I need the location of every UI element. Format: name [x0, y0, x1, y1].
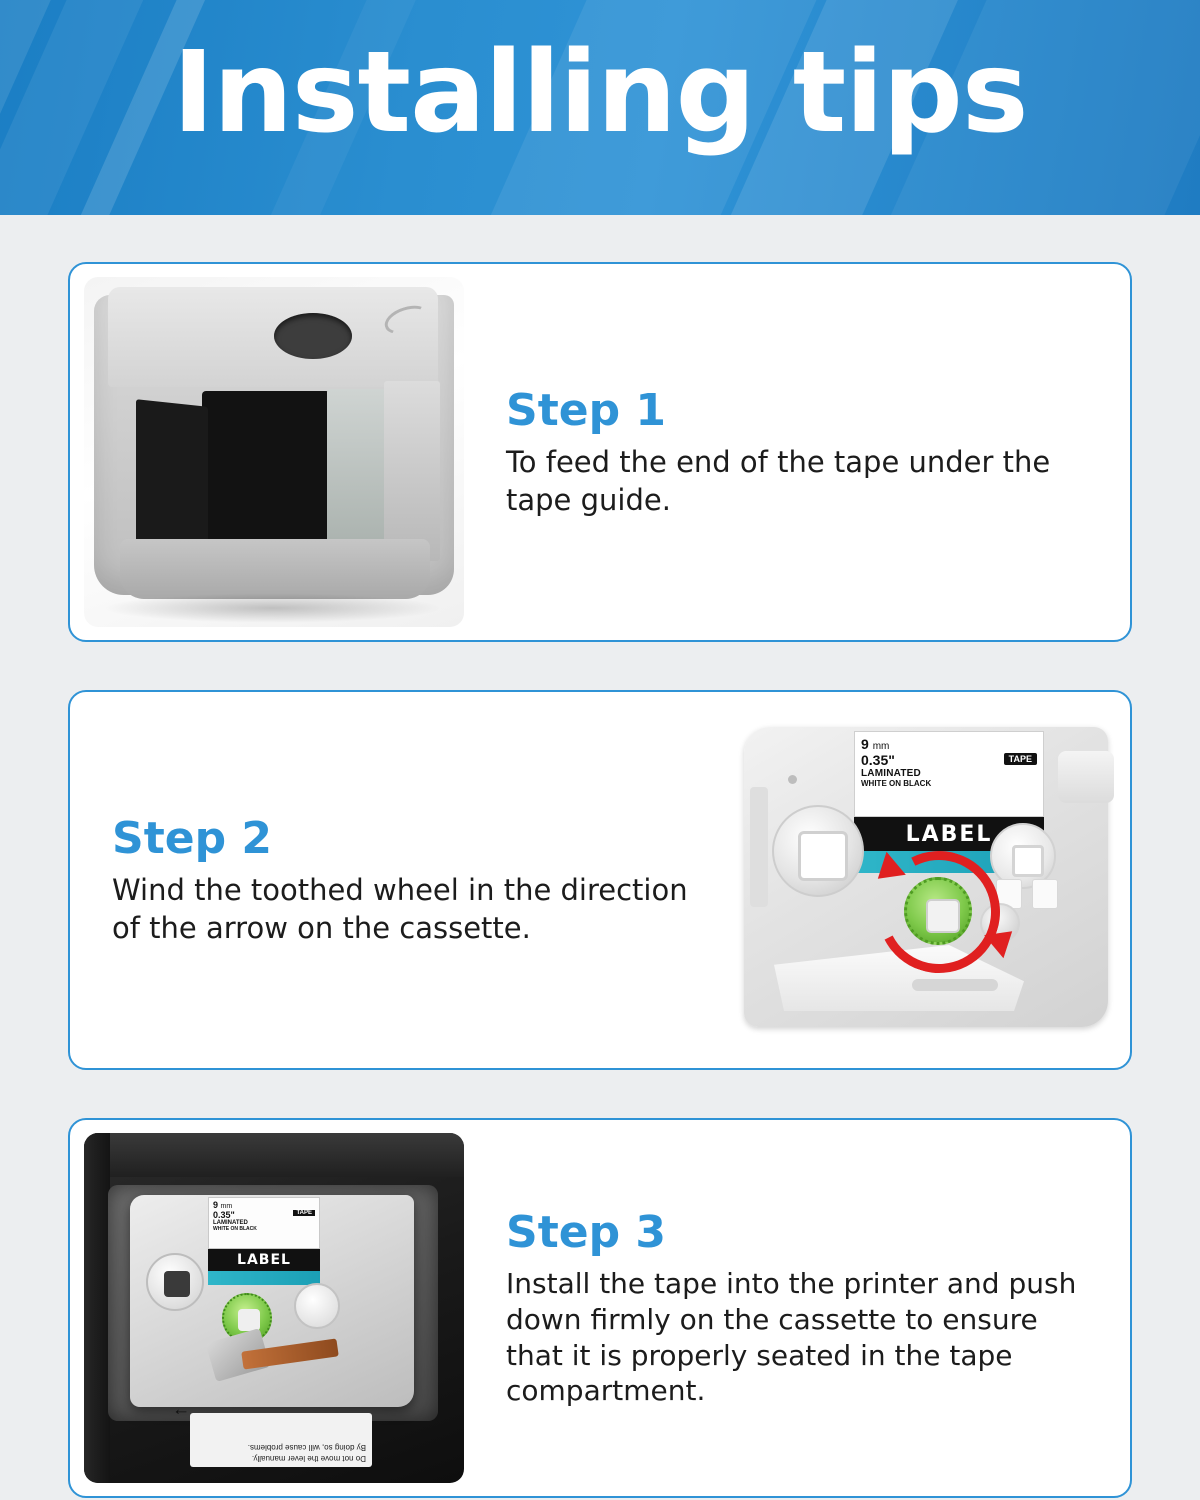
cassette-top-face-shape — [108, 287, 438, 387]
page-title: Installing tips — [172, 28, 1028, 158]
step-2-text: Wind the toothed wheel in the direction of the arrow on the cassette. — [112, 873, 688, 945]
installed-label-imperial-value: 0.35" — [213, 1210, 235, 1220]
tape-cassette-top-view-illustration — [736, 705, 1116, 1055]
installed-left-spool-shape — [146, 1253, 204, 1311]
step-card-1 — [68, 262, 1132, 642]
step-1-body — [464, 385, 1130, 518]
installed-cyan-strip-shape — [208, 1271, 320, 1285]
cassette-dot-shape — [788, 775, 797, 784]
label-width-imperial-row — [861, 752, 1037, 768]
step-2-title: Step 2 — [112, 813, 272, 865]
step-3-title: Step 3 — [506, 1206, 666, 1258]
printer-left-edge-shape — [84, 1133, 110, 1483]
step-card-2 — [68, 690, 1132, 1070]
step-3-text: Install the tape into the printer and push down firmly on the cassette to ensure that it is properly seated in the tape compartment. — [506, 1266, 1077, 1408]
label-width-metric-unit: mm — [872, 741, 890, 752]
installed-label-width-metric — [213, 1200, 315, 1210]
step-card-3 — [68, 1118, 1132, 1498]
label-tape-badge: TAPE — [1004, 753, 1037, 765]
cassette-foot-shape — [120, 539, 430, 599]
cassette-right-tab-shape — [1058, 751, 1114, 803]
step-3-image — [84, 1133, 464, 1483]
tape-guide-secondary-shape — [384, 381, 440, 561]
installed-label-tape-badge: TAPE — [293, 1210, 315, 1216]
step-2-body — [70, 813, 736, 946]
printer-warning-sticker — [190, 1413, 372, 1467]
label-width-metric-value: 9 — [861, 736, 869, 752]
label-width-imperial-value: 0.35" — [861, 752, 895, 768]
label-lamination: LAMINATED — [861, 768, 921, 779]
printer-top-edge-shape — [84, 1133, 464, 1177]
cassette-bottom-slot-shape — [912, 979, 998, 991]
cassette-brand-strip: LABEL — [854, 817, 1044, 851]
cassette-label-sticker — [854, 731, 1044, 817]
installed-cassette-shape — [130, 1195, 414, 1407]
cassette-left-spool-shape — [772, 805, 864, 897]
installed-label-width-value: 9 — [213, 1200, 219, 1210]
installed-label-width-unit: mm — [220, 1203, 233, 1210]
step-1-text: To feed the end of the tape under the tape guide. — [506, 445, 1051, 517]
installed-brand-strip: LABEL — [208, 1249, 320, 1271]
printer-warning-line-2: By doing so, will cause problems. — [247, 1443, 366, 1453]
installed-label-imperial-row — [213, 1210, 315, 1220]
step-3-body — [464, 1207, 1130, 1409]
label-width-metric — [861, 736, 1037, 752]
cassette-shell-shape — [744, 727, 1108, 1027]
cassette-spool-hole-shape — [274, 313, 352, 359]
installed-label-lamination: LAMINATED — [213, 1220, 248, 1226]
cassette-dark-slot-shape — [202, 391, 330, 541]
tape-cassette-closeup-illustration — [84, 277, 464, 627]
label-colors: WHITE ON BLACK — [861, 779, 932, 788]
steps-list — [0, 215, 1200, 1498]
step-1-title: Step 1 — [506, 385, 666, 437]
printer-warning-line-1: Do not move the lever manually. — [251, 1454, 366, 1463]
step-1-image — [84, 277, 464, 627]
printer-tape-compartment-illustration — [84, 1133, 464, 1483]
header-banner — [0, 0, 1200, 215]
drop-shadow-shape — [102, 593, 442, 623]
installed-label-sticker — [208, 1197, 320, 1249]
warning-arrow-icon: → — [172, 1405, 190, 1425]
cassette-left-notch-shape — [750, 787, 768, 907]
installed-label-colors: WHITE ON BLACK — [213, 1226, 257, 1232]
cassette-square-tab-shape — [1032, 879, 1058, 909]
installed-right-spool-shape — [294, 1283, 340, 1329]
step-2-image — [736, 705, 1116, 1055]
